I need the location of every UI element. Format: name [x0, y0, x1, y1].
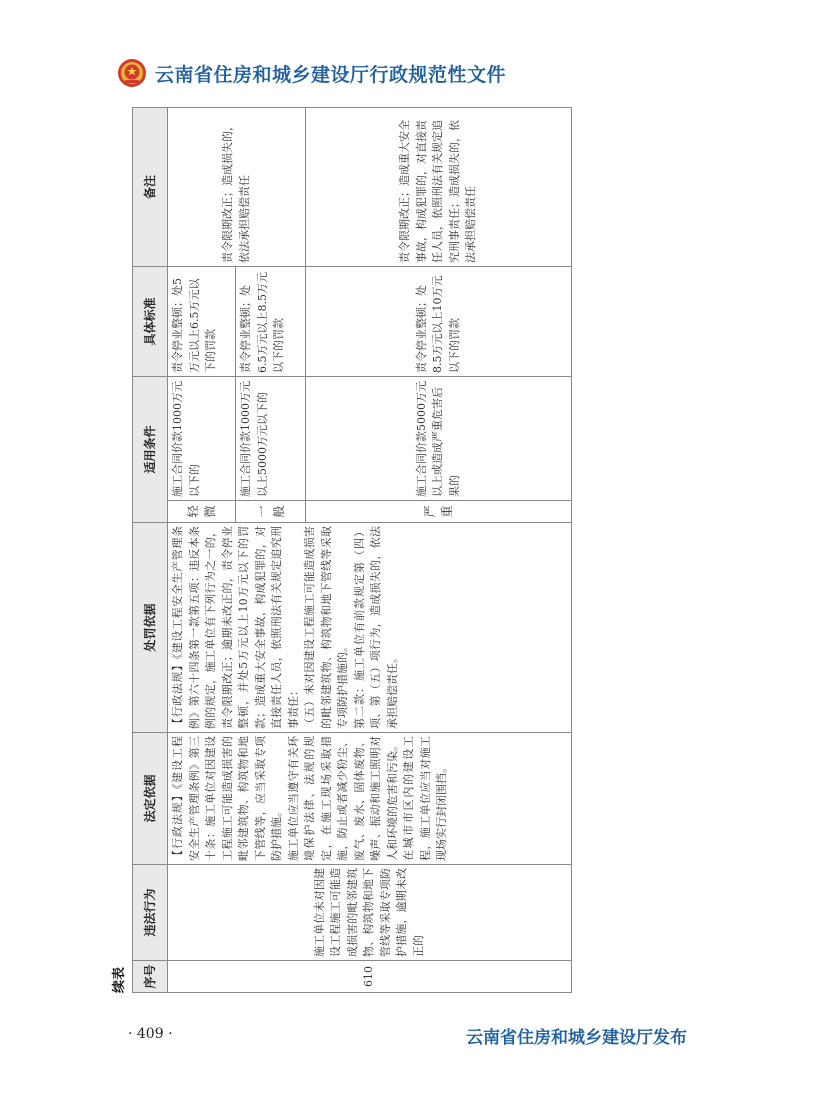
rotated-table-area [109, 106, 578, 993]
legal-basis-cell [168, 733, 572, 865]
violation-text: 施工单位未对因建设工程施工可能造成损害的毗邻建筑物、构筑物和地下管线等采取专项防护措施，逾期未改正的 [168, 865, 572, 961]
condition-general: 施工合同价款1000万元以上5000万元以下的 [236, 376, 306, 500]
table-header-row [133, 107, 168, 992]
continuation-label: 续表 [112, 966, 127, 993]
legal-basis-para: 【行政法规】《建设工程安全生产管理条例》第三十条：施工单位对因建设工程施工可能造成损害的毗邻建筑物、构筑物和地下管线等，应当采取专项防护措施。 [171, 736, 283, 861]
standard-serious: 责令停业整顿；处8.5万元以上10万元以下的罚款 [306, 266, 572, 376]
header-cond: 适用条件 [133, 376, 168, 522]
national-emblem-icon [117, 58, 147, 88]
legal-basis-para: 在城市市区内的建设工程，施工单位应当对施工现场实行封闭围挡。 [402, 736, 448, 861]
publisher: 云南省住房和城乡建设厅发布 [466, 1028, 687, 1048]
penalty-table [132, 107, 572, 993]
header-num: 序号 [133, 961, 168, 993]
condition-light: 施工合同价款1000万元以下的 [168, 376, 236, 500]
page-title: 云南省住房和城乡建设厅行政规范性文件 [155, 63, 507, 86]
note-light: 责令限期改正；造成损失的，依法承担赔偿责任 [168, 107, 306, 266]
row-number: 610 [168, 961, 572, 993]
header-law: 法定依据 [133, 733, 168, 865]
standard-light: 责令停业整顿；处5万元以上6.5万元以下的罚款 [168, 266, 236, 376]
header-act: 违法行为 [133, 865, 168, 961]
legal-basis-para: 施工单位应当遵守有关环境保护法律、法规的规定，在施工现场采取措施，防止或者减少粉尘、废气、废水、固体废物、噪声、振动和施工照明对人和环境的危害和污染。 [286, 736, 399, 861]
page-number: · 409 · [128, 1026, 173, 1042]
header-note: 备注 [133, 107, 168, 266]
condition-serious: 施工合同价款5000万元以上或造成严重危害后果的 [306, 376, 572, 500]
level-light: 轻微 [168, 501, 236, 523]
penalty-basis-para: 【行政法规】《建设工程安全生产管理条例》第六十四条第一款第五项：违反本条例的规定，施工单位有下列行为之一的，责令限期改正；逾期未改正的，责令停业整顿，并处5万元以上10万元以下的罚款；造成重大安全事故，构成犯罪的，对直接责任人员，依照刑法有关规定追究刑事责任： [171, 526, 300, 729]
level-general: 一般 [236, 501, 306, 523]
penalty-basis-cell [168, 523, 572, 733]
header-std: 具体标准 [133, 266, 168, 376]
rotated-content [109, 106, 578, 993]
table-row [168, 107, 236, 992]
penalty-basis-para: 第二款：施工单位有前款规定第（四）项、第（五）项行为，造成损失的，依法承担赔偿责任。 [352, 526, 399, 729]
level-serious: 严重 [306, 501, 572, 523]
header-basis: 处罚依据 [133, 523, 168, 733]
penalty-basis-para: （五）未对因建设工程施工可能造成损害的毗邻建筑物、构筑物和地下管线等采取专项防护措施的。 [303, 526, 349, 729]
document-header [117, 56, 506, 90]
note-serious: 责令限期改正；造成重大安全事故，构成犯罪的，对直接责任人员，依照刑法有关规定追究刑事责任；造成损失的，依法承担赔偿责任 [306, 107, 572, 266]
standard-general: 责令停业整顿；处6.5万元以上8.5万元以下的罚款 [236, 266, 306, 376]
